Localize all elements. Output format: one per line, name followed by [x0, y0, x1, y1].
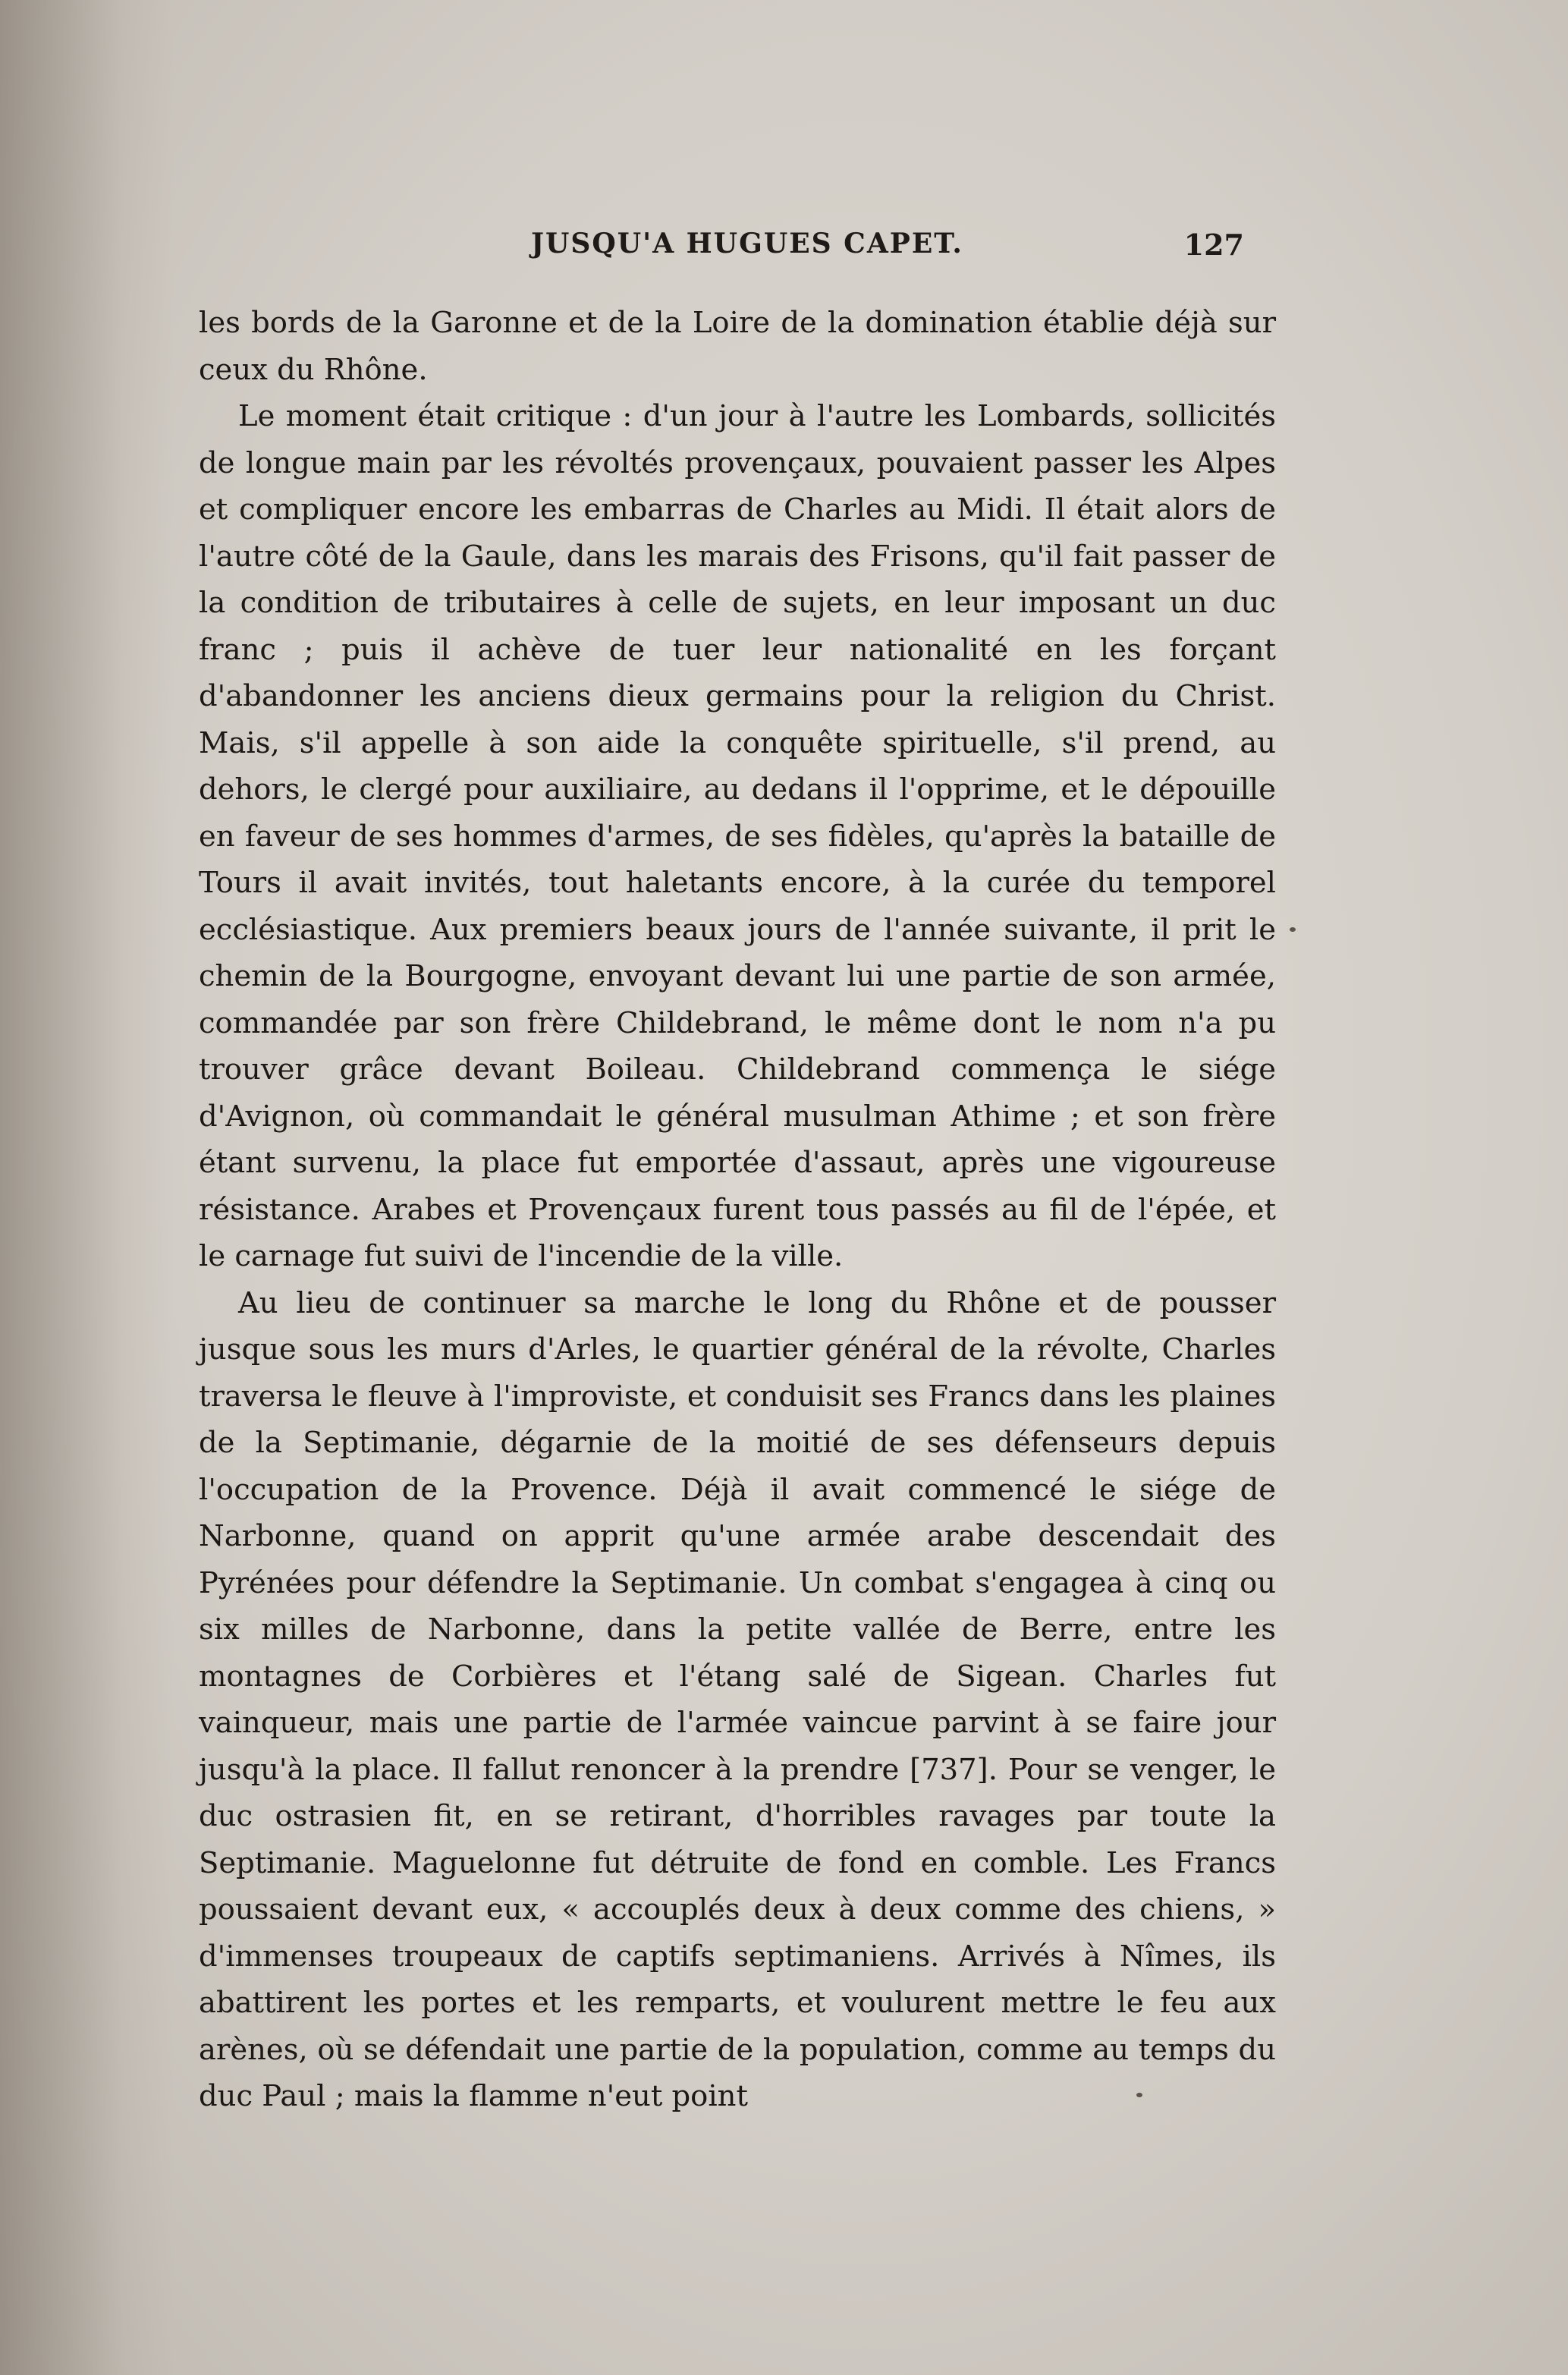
- body-text: [199, 300, 1276, 2120]
- paragraph-continued: les bords de la Garonne et de la Loire de la domination établie déjà sur ceux du Rhône.: [199, 306, 1276, 387]
- paper-speck: [1136, 2093, 1142, 2097]
- running-title: JUSQU'A HUGUES CAPET.: [531, 228, 963, 260]
- running-header: [197, 228, 1259, 273]
- paragraph: Au lieu de continuer sa marche le long du Rhône et de pousser jusque sous les murs d'Arles, le quartier général de la révolte, Charles traversa le fleuve à l'improviste, et conduisit ses Francs dans les plaines de la Septimanie, dégarnie de la moitié de ses défenseurs depuis l'occupation de la Provence. Déjà il avait commencé le siége de Narbonne, quand on apprit qu'une armée arabe descendait des Pyrénées pour défendre la Septimanie. Un combat s'engagea à cinq ou six milles de Narbonne, dans la petite vallée de Berre, entre les montagnes de Corbières et l'étang salé de Sigean. Charles fut vainqueur, mais une partie de l'armée vaincue parvint à se faire jour jusqu'à la place. Il fallut renoncer à la prendre [737]. Pour se venger, le duc ostrasien fit, en se retirant, d'horribles ravages par toute la Septimanie. Maguelonne fut détruite de fond en comble. Les Francs poussaient devant eux, « accouplés deux à deux comme des chiens, » d'immenses troupeaux de captifs septimaniens. Arrivés à Nîmes, ils abattirent les portes et les remparts, et voulurent mettre le feu aux arènes, où se défendait une partie de la population, comme au temps du duc Paul ; mais la flamme n'eut point: [199, 1285, 1276, 2113]
- page-number: 127: [1183, 228, 1244, 262]
- binding-shadow: [0, 0, 174, 2375]
- paper-speck: [1290, 927, 1296, 932]
- paragraph: Le moment était critique : d'un jour à l'autre les Lombards, sollicités de longue main par les révoltés provençaux, pouvaient passer les Alpes et compliquer encore les embarras de Charles au Midi. Il était alors de l'autre côté de la Gaule, dans les marais des Frisons, qu'il fait passer de la condition de tributaires à celle de sujets, en leur imposant un duc franc ; puis il achève de tuer leur nationalité en les forçant d'abandonner les anciens dieux germains pour la religion du Christ. Mais, s'il appelle à son aide la conquête spirituelle, s'il prend, au dehors, le clergé pour auxiliaire, au dedans il l'opprime, et le dépouille en faveur de ses hommes d'armes, de ses fidèles, qu'après la bataille de Tours il avait invités, tout haletants encore, à la curée du temporel ecclésiastique. Aux premiers beaux jours de l'année suivante, il prit le chemin de la Bourgogne, envoyant devant lui une partie de son armée, commandée par son frère Childebrand, le même dont le nom n'a pu trouver grâce devant Boileau. Childebrand commença le siége d'Avignon, où commandait le général musulman Athime ; et son frère étant survenu, la place fut emportée d'assaut, après une vigoureuse résistance. Arabes et Provençaux furent tous passés au fil de l'épée, et le carnage fut suivi de l'incendie de la ville.: [199, 399, 1276, 1273]
